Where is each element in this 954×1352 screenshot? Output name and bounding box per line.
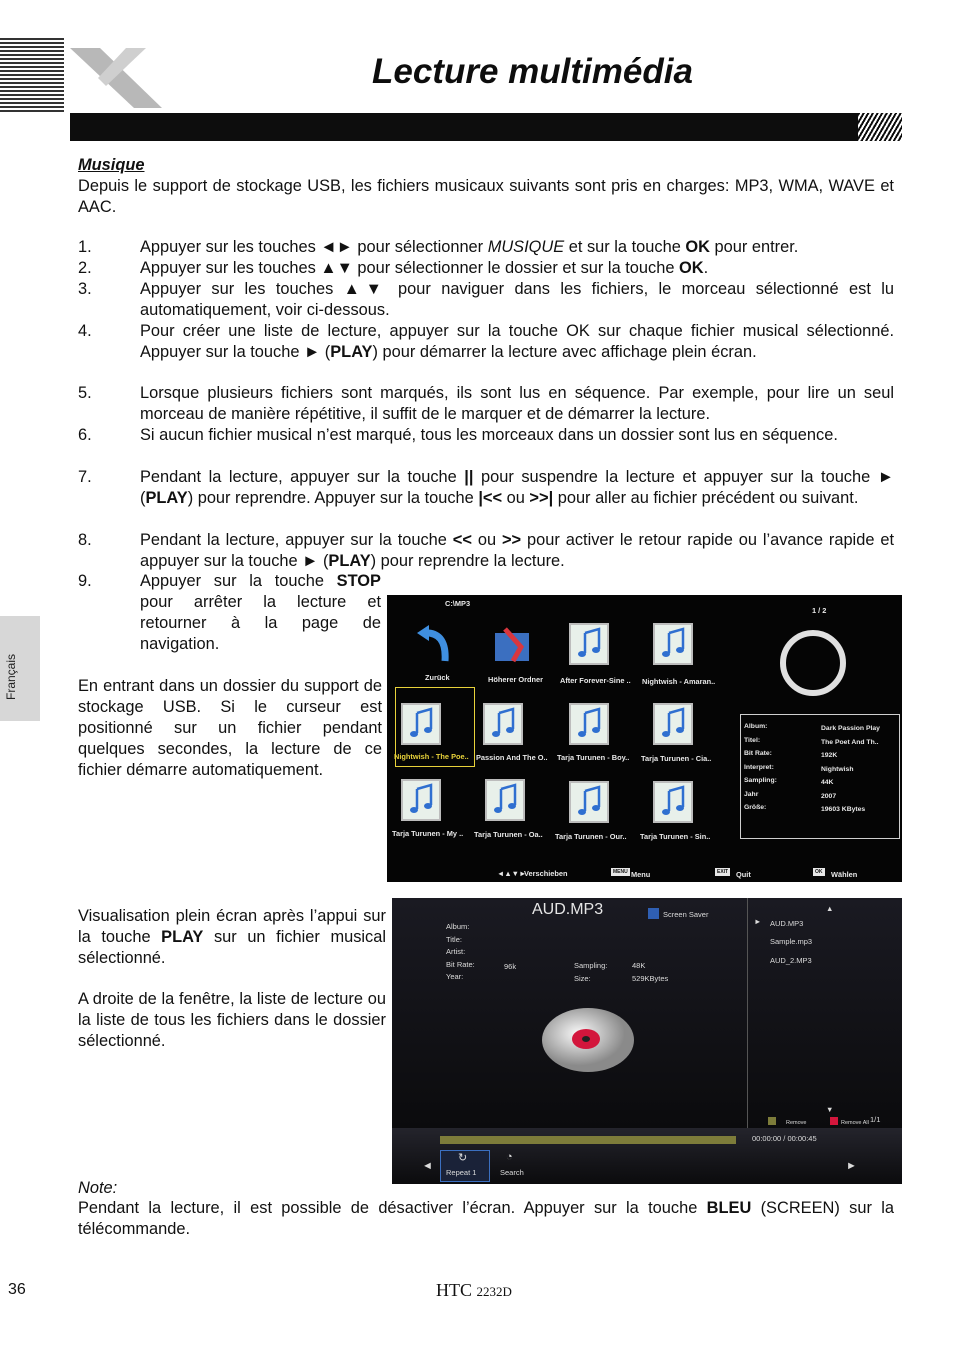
music-note-icon[interactable] bbox=[653, 781, 693, 823]
step-number: 5. bbox=[78, 384, 92, 402]
info-key: Jahr bbox=[744, 790, 759, 798]
size-label: Size: bbox=[574, 974, 591, 983]
player-field-value: 96k bbox=[504, 961, 517, 971]
tile-label: Tarja Turunen - Boy.. bbox=[557, 753, 630, 762]
step-number: 7. bbox=[78, 468, 92, 486]
music-note-icon[interactable] bbox=[401, 779, 441, 821]
tile-label: After Forever-Sine .. bbox=[560, 676, 631, 685]
playlist-up-icon: ▲ bbox=[826, 904, 834, 913]
brand-logo bbox=[66, 42, 166, 112]
ok-key-icon: OK bbox=[815, 869, 823, 875]
screen-saver-indicator bbox=[648, 908, 659, 919]
music-note-icon[interactable] bbox=[653, 623, 693, 665]
info-value: Dark Passion Play bbox=[821, 725, 880, 732]
parent-folder-icon bbox=[491, 625, 533, 667]
browser-page: 1 / 2 bbox=[812, 606, 827, 615]
tile-label: Zurück bbox=[425, 673, 450, 682]
info-value: 192K bbox=[821, 752, 838, 759]
header-stripes bbox=[0, 38, 64, 112]
music-note-icon[interactable] bbox=[485, 779, 525, 821]
step-number: 1. bbox=[78, 238, 92, 256]
music-note-icon[interactable] bbox=[569, 703, 609, 745]
step-text: Appuyer sur les touches ◄► pour sélectionner MUSIQUE et sur la touche OK pour entrer. bbox=[140, 238, 799, 256]
player-field-key: Bit Rate: bbox=[446, 959, 475, 969]
info-value: 44K bbox=[821, 779, 834, 786]
remove-indicator bbox=[768, 1117, 776, 1125]
tile-label: Tarja Turunen - Our.. bbox=[555, 832, 627, 841]
intro-text: Depuis le support de stockage USB, les fichiers musicaux suivants sont pris en charges: MP3, WMA, WAVE et AAC. bbox=[78, 177, 894, 216]
time-display: 00:00:00 / 00:00:45 bbox=[752, 1134, 817, 1143]
tile-label: Höherer Ordner bbox=[488, 675, 544, 684]
music-note-icon[interactable] bbox=[569, 781, 609, 823]
player-title: AUD.MP3 bbox=[532, 901, 604, 918]
size-value: 529KBytes bbox=[632, 974, 669, 983]
info-key: Bit Rate: bbox=[744, 750, 772, 757]
tile-label-selected: Nightwish - The Poe.. bbox=[394, 752, 469, 761]
remove-all-indicator bbox=[830, 1117, 838, 1125]
playing-arrow-icon: ► bbox=[754, 917, 762, 926]
sampling-label: Sampling: bbox=[574, 961, 608, 970]
next-arrow-icon[interactable]: ► bbox=[846, 1160, 857, 1172]
sampling-value: 48K bbox=[632, 961, 646, 970]
music-note-icon[interactable] bbox=[569, 623, 609, 665]
step-text: Appuyer sur les touches ▲▼ pour naviguer dans les fichiers, le morceau sélectionné est lu automatiquement, voir ci-dessous. bbox=[140, 280, 894, 319]
select-hint: Wählen bbox=[831, 870, 858, 879]
info-key: Sampling: bbox=[744, 777, 777, 784]
fullscreen-paragraph: Visualisation plein écran après l’appui sur la touche PLAY sur un fichier musical sélectionné. bbox=[78, 907, 387, 967]
exit-key-icon: EXIT bbox=[717, 869, 729, 875]
remove-all-label: Remove All bbox=[841, 1120, 869, 1126]
music-note-icon[interactable] bbox=[653, 703, 693, 745]
search-label[interactable]: Search bbox=[500, 1168, 524, 1177]
player-field-key: Artist: bbox=[446, 947, 466, 956]
browser-screenshot bbox=[387, 595, 902, 882]
info-value: 19603 KBytes bbox=[821, 806, 866, 813]
step-number: 3. bbox=[78, 280, 92, 298]
player-field-key: Album: bbox=[446, 922, 470, 931]
step-text: Si aucun fichier musical n’est marqué, tous les morceaux dans un dossier sont lus en séquence. bbox=[140, 426, 838, 444]
player-field-key: Title: bbox=[446, 934, 462, 944]
tile-label: Tarja Turunen - Oa.. bbox=[474, 830, 543, 839]
remove-label: Remove bbox=[786, 1120, 807, 1126]
progress-fill bbox=[440, 1136, 736, 1144]
prev-arrow-icon[interactable]: ◄ bbox=[422, 1160, 433, 1172]
playlist-item[interactable]: AUD.MP3 bbox=[770, 919, 804, 928]
player-field-key: Year: bbox=[446, 972, 464, 981]
note-text: Pendant la lecture, il est possible de désactiver l’écran. Appuyer sur la touche BLEU (SCREEN) sur la télécommande. bbox=[78, 1199, 894, 1238]
tile-label: Passion And The O.. bbox=[476, 753, 548, 762]
repeat-icon: ↻ bbox=[458, 1152, 468, 1164]
search-clock-icon: ◔ bbox=[506, 1151, 513, 1163]
section-heading: Musique bbox=[78, 156, 145, 174]
step-number: 6. bbox=[78, 426, 92, 444]
step-text: Pour créer une liste de lecture, appuyer sur la touche OK sur chaque fichier musical sélectionné. Appuyer sur la touche ► (PLAY) pour démarrer la lecture avec affichage plein écran. bbox=[140, 322, 894, 361]
playlist-page: 1/1 bbox=[870, 1115, 881, 1124]
info-key: Titel: bbox=[744, 736, 761, 744]
tile-label: Tarja Turunen - Sin.. bbox=[640, 832, 711, 841]
step-text: Pendant la lecture, appuyer sur la touche || pour suspendre la lecture et appuyer sur la touche ► (PLAY) pour reprendre. Appuyer sur la touche |<< ou >>| pour aller au fichier précédent ou suivant. bbox=[140, 468, 894, 507]
auto-play-paragraph: En entrant dans un dossier du support de stockage USB. Si le curseur est positionné sur un fichier pendant quelques secondes, la lecture de ce fichier démarre automatiquement. bbox=[78, 677, 382, 779]
language-label: Français bbox=[4, 653, 18, 700]
playlist-paragraph: A droite de la fenêtre, la liste de lecture ou la liste de tous les fichiers dans le dossier sélectionné. bbox=[78, 990, 386, 1050]
back-arrow-icon bbox=[417, 625, 451, 665]
step-number: 2. bbox=[78, 259, 92, 277]
playlist-down-icon: ▼ bbox=[826, 1105, 834, 1114]
step-number: 8. bbox=[78, 531, 92, 549]
page-title: Lecture multimédia bbox=[372, 52, 693, 91]
note-label: Note: bbox=[78, 1179, 118, 1197]
info-key: Album: bbox=[744, 723, 768, 730]
tile-label: Nightwish - Amaran.. bbox=[642, 677, 716, 686]
playlist-item[interactable]: AUD_2.MP3 bbox=[770, 956, 812, 965]
tile-label: Tarja Turunen - My .. bbox=[392, 829, 464, 838]
info-value: The Poet And Th.. bbox=[821, 738, 879, 746]
info-value: 2007 bbox=[821, 792, 837, 800]
player-screenshot bbox=[392, 898, 902, 1184]
menu-key-icon: MENU bbox=[613, 869, 628, 875]
step-text: Appuyer sur la touche STOP pour arrêter la lecture et retourner à la page de navigation. bbox=[140, 572, 381, 653]
repeat-label: Repeat 1 bbox=[446, 1168, 477, 1177]
info-key: Interpret: bbox=[744, 763, 774, 771]
info-value: Nightwish bbox=[821, 765, 854, 773]
step-text: Pendant la lecture, appuyer sur la touche << ou >> pour activer le retour rapide ou l’avance rapide et appuyer sur la touche ► (PLAY) pour reprendre la lecture. bbox=[140, 531, 894, 570]
tile-label: Tarja Turunen - Cia.. bbox=[641, 754, 712, 763]
screen-saver-label: Screen Saver bbox=[663, 910, 709, 919]
nav-arrows-icon: ◄▲▼► bbox=[497, 869, 527, 878]
playlist-item[interactable]: Sample.mp3 bbox=[770, 937, 813, 946]
info-key: Größe: bbox=[744, 804, 767, 811]
page-number: 36 bbox=[8, 1281, 26, 1298]
cd-disc-icon bbox=[540, 1002, 636, 1074]
browser-path: C:\MP3 bbox=[445, 599, 471, 608]
step-number: 4. bbox=[78, 322, 92, 340]
header-bar bbox=[70, 113, 870, 141]
selection-frame bbox=[395, 687, 475, 767]
step-number: 9. bbox=[78, 572, 92, 590]
step-text: Appuyer sur les touches ▲▼ pour sélectionner le dossier et sur la touche OK. bbox=[140, 259, 709, 277]
quit-hint: Quit bbox=[736, 870, 751, 879]
move-hint: Verschieben bbox=[524, 869, 568, 878]
model-name: HTC 2232D bbox=[436, 1280, 512, 1300]
header-bar-pattern bbox=[858, 113, 902, 141]
loading-ring-icon bbox=[777, 627, 849, 699]
menu-hint: Menu bbox=[631, 870, 651, 879]
step-text: Lorsque plusieurs fichiers sont marqués, ils sont lus en séquence. Par exemple, pour lire un seul morceau de manière répétitive, il suffit de le marquer et de démarrer la lecture. bbox=[140, 384, 894, 423]
progress-track bbox=[440, 1136, 736, 1144]
music-note-icon[interactable] bbox=[483, 703, 523, 745]
